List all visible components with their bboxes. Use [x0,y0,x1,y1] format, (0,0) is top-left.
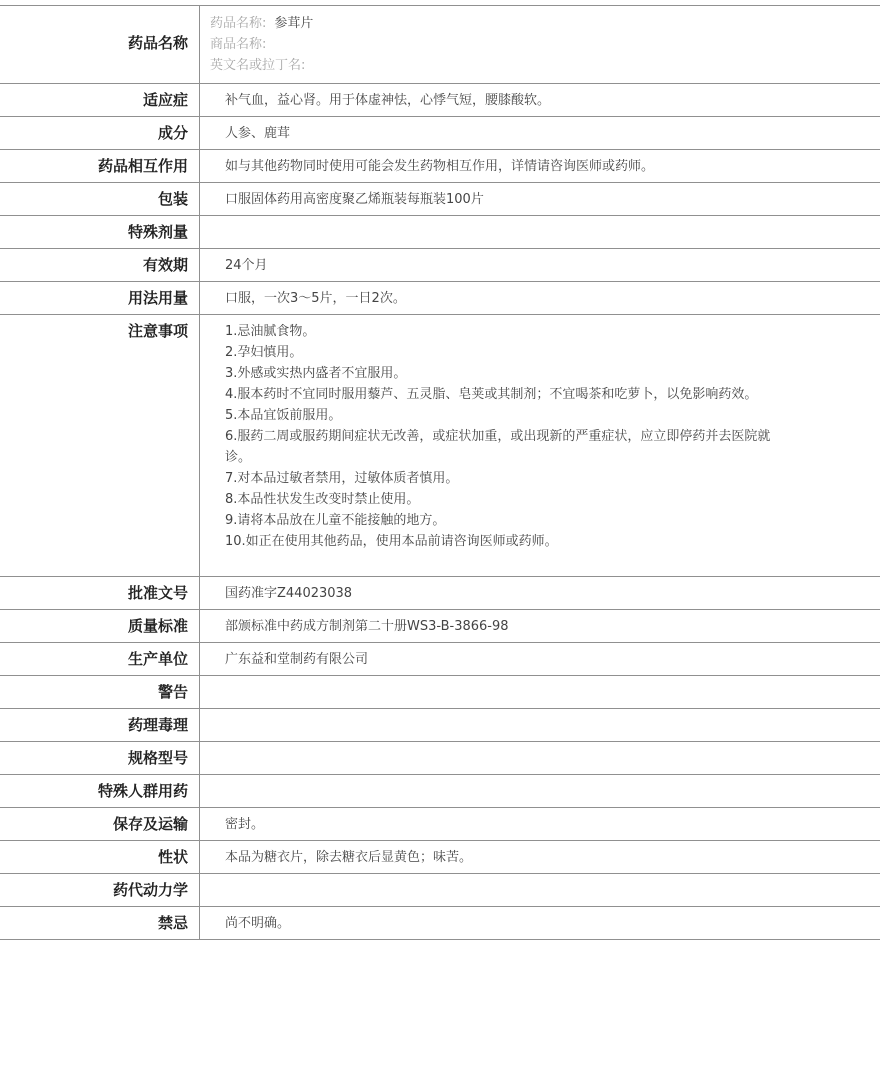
row-label: 规格型号 [0,742,200,774]
list-item: 5.本品宜饭前服用。 [225,408,342,423]
row-ingredients [0,117,880,150]
row-quality-standard [0,610,880,643]
row-special-populations [0,775,880,808]
row-label: 药理毒理 [0,709,200,741]
row-label: 批准文号 [0,577,200,609]
drug-info-table [0,5,880,940]
row-warning [0,676,880,709]
row-label: 有效期 [0,249,200,281]
row-packaging [0,183,880,216]
list-item: 3.外感或实热内盛者不宜服用。 [225,366,407,381]
row-value [200,775,880,807]
row-manufacturer [0,643,880,676]
row-value: 尚不明确。 [225,916,291,931]
row-pharmacokinetics [0,874,880,907]
row-value: 口服固体药用高密度聚乙烯瓶装每瓶装100片 [225,192,484,207]
row-value: 人参、鹿茸 [225,126,291,141]
row-specification [0,742,880,775]
row-label: 药代动力学 [0,874,200,906]
row-pharmacology [0,709,880,742]
row-label: 包装 [0,183,200,215]
row-label: 药品名称 [0,6,200,83]
list-item: 2.孕妇慎用。 [225,345,303,360]
row-shelf-life [0,249,880,282]
row-label: 生产单位 [0,643,200,675]
row-value: 国药准字Z44023038 [225,586,353,601]
precautions-list [200,315,880,576]
row-precautions [0,315,880,577]
row-dosage [0,282,880,315]
list-item: 1.忌油腻食物。 [225,324,316,339]
row-label: 性状 [0,841,200,873]
name-line-latin [210,55,880,76]
name-key: 英文名或拉丁名: [210,58,306,73]
name-line-generic [210,13,880,34]
row-value [200,676,880,708]
row-label: 适应症 [0,84,200,116]
row-description [0,841,880,874]
row-approval-number [0,577,880,610]
row-label: 用法用量 [0,282,200,314]
list-item: 4.服本药时不宜同时服用藜芦、五灵脂、皂荚或其制剂；不宜喝茶和吃萝卜，以免影响药效。 [225,387,758,402]
list-item: 8.本品性状发生改变时禁止使用。 [225,492,420,507]
list-item: 6.服药二周或服药期间症状无改善，或症状加重，或出现新的严重症状，应立即停药并去医院就诊。 [225,429,771,465]
row-interactions [0,150,880,183]
row-value: 补气血，益心肾。用于体虚神怯，心悸气短，腰膝酸软。 [225,93,551,108]
row-drug-name [0,6,880,84]
list-item: 7.对本品过敏者禁用，过敏体质者慎用。 [225,471,459,486]
row-label: 注意事项 [0,315,200,576]
row-contraindications [0,907,880,940]
row-value: 24个月 [225,258,268,273]
row-label: 质量标准 [0,610,200,642]
row-value: 密封。 [225,817,265,832]
row-label: 警告 [0,676,200,708]
row-label: 特殊剂量 [0,216,200,248]
list-item: 9.请将本品放在儿童不能接触的地方。 [225,513,446,528]
row-value [200,709,880,741]
row-label: 禁忌 [0,907,200,939]
name-line-trade [210,34,880,55]
row-indications [0,84,880,117]
list-item: 10.如正在使用其他药品，使用本品前请咨询医师或药师。 [225,534,558,549]
row-label: 特殊人群用药 [0,775,200,807]
name-values [200,6,880,83]
row-value [200,742,880,774]
name-value: 参茸片 [274,16,314,31]
name-key: 药品名称: [210,16,267,31]
row-value: 本品为糖衣片，除去糖衣后显黄色；味苦。 [225,850,473,865]
row-special-dosage [0,216,880,249]
row-label: 保存及运输 [0,808,200,840]
row-value [200,874,880,906]
row-value: 广东益和堂制药有限公司 [225,652,369,667]
row-value: 部颁标准中药成方制剂第二十册WS3-B-3866-98 [225,619,509,634]
row-storage [0,808,880,841]
row-label: 药品相互作用 [0,150,200,182]
row-label: 成分 [0,117,200,149]
name-key: 商品名称: [210,37,267,52]
row-value: 口服，一次3～5片，一日2次。 [225,291,406,306]
row-value [200,216,880,248]
row-value: 如与其他药物同时使用可能会发生药物相互作用，详情请咨询医师或药师。 [225,159,655,174]
